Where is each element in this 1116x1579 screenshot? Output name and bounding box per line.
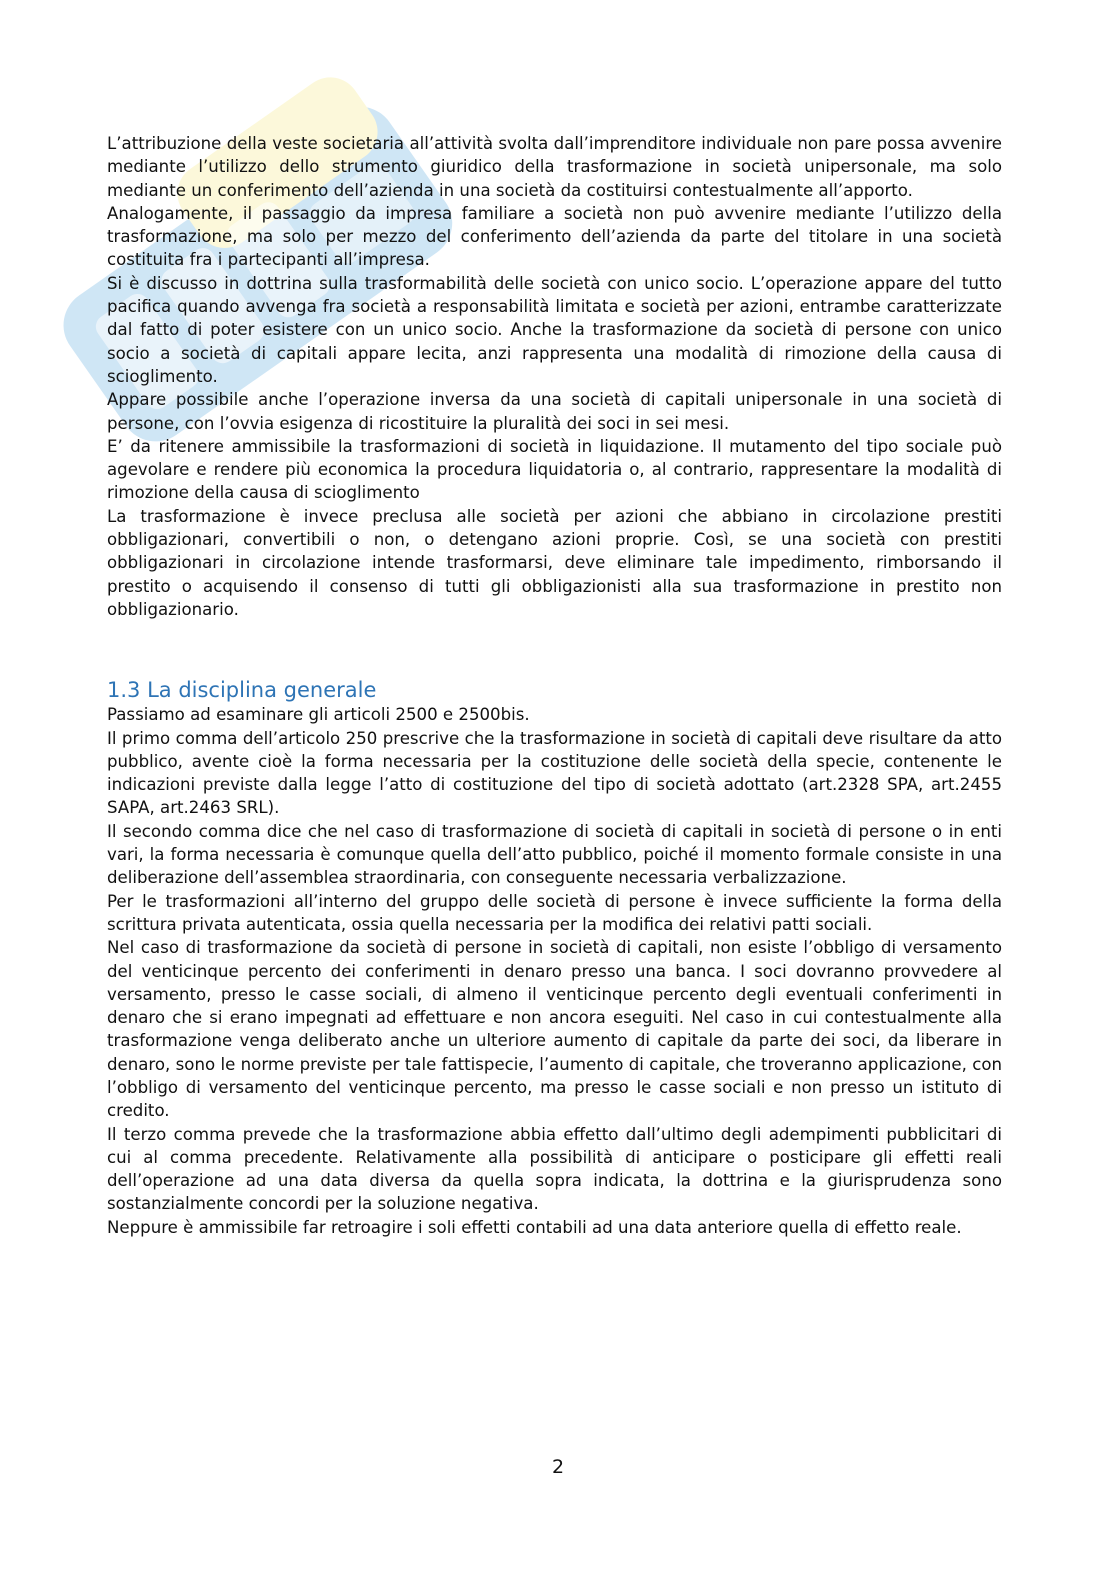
- section-heading: 1.3 La disciplina generale: [107, 678, 377, 703]
- paragraph: Il terzo comma prevede che la trasformazione abbia effetto dall’ultimo degli adempimenti pubblicitari di cui al comma precedente. Relativamente alla possibilità di anticipare o posticipare gli effetti reali dell’operazione ad una data diversa da quella sopra indicata, la dottrina e la giurisprudenza sono sostanzialmente concordi per la soluzione negativa.: [107, 1124, 1002, 1214]
- section-disciplina-generale: [107, 677, 1002, 1239]
- paragraph: L’attribuzione della veste societaria all’attività svolta dall’imprenditore individuale non pare possa avvenire mediante l’utilizzo dello strumento giuridico della trasformazione in società unipersonale, ma solo mediante un conferimento dell’azienda in una società da costituirsi contestualmente all’apporto.: [107, 134, 1002, 200]
- paragraph: E’ da ritenere ammissibile la trasformazioni di società in liquidazione. Il mutamento del tipo sociale può agevolare e rendere più economica la procedura liquidatoria o, al contrario, rappresentare la modalità di rimozione della causa di scioglimento: [107, 436, 1002, 503]
- paragraph: La trasformazione è invece preclusa alle società per azioni che abbiano in circolazione prestiti obbligazionari, convertibili o non, o detengano azioni proprie. Così, se una società con prestiti obbligazionari in circolazione intende trasformarsi, deve eliminare tale impedimento, rimborsando il prestito o acquisendo il consenso di tutti gli obbligazionisti alla sua trasformazione in prestito non obbligazionario.: [107, 506, 1002, 619]
- paragraph: Analogamente, il passaggio da impresa familiare a società non può avvenire mediante l’utilizzo della trasformazione, ma solo per mezzo del conferimento dell’azienda da parte del titolare in una società costituita fra i partecipanti all’impresa.: [107, 203, 1002, 270]
- paragraph: Per le trasformazioni all’interno del gruppo delle società di persone è invece sufficiente la forma della scrittura privata autenticata, ossia quella necessaria per la modifica dei relativi patti sociali.: [107, 891, 1002, 934]
- page-body: [107, 132, 1002, 1239]
- body-text-top: [107, 132, 1002, 621]
- paragraph: Neppure è ammissibile far retroagire i soli effetti contabili ad una data anteriore quella di effetto reale.: [107, 1217, 962, 1237]
- paragraph: Appare possibile anche l’operazione inversa da una società di capitali unipersonale in una società di persone, con l’ovvia esigenza di ricostituire la pluralità dei soci in sei mesi.: [107, 390, 1002, 433]
- page-number: 2: [551, 1456, 565, 1478]
- paragraph: Passiamo ad esaminare gli articoli 2500 e 2500bis.: [107, 705, 530, 725]
- paragraph: Il secondo comma dice che nel caso di trasformazione di società di capitali in società di persone o in enti vari, la forma necessaria è comunque quella dell’atto pubblico, poiché il momento formale consiste in una deliberazione dell’assemblea straordinaria, con conseguente necessaria verbalizzazione.: [107, 821, 1002, 888]
- paragraph: Il primo comma dell’articolo 250 prescrive che la trasformazione in società di capitali deve risultare da atto pubblico, avente cioè la forma necessaria per la costituzione delle società della specie, contenente le indicazioni previste dalla legge l’atto di costituzione del tipo di società adottato (art.2328 SPA, art.2455 SAPA, art.2463 SRL).: [107, 728, 1002, 818]
- paragraph: Nel caso di trasformazione da società di persone in società di capitali, non esiste l’obbligo di versamento del venticinque percento dei conferimenti in denaro presso una banca. I soci dovranno provvedere al versamento, presso le casse sociali, di almeno il venticinque percento degli eventuali conferimenti in denaro che si erano impegnati ad effettuare e non ancora eseguiti. Nel caso in cui contestualmente alla trasformazione venga deliberato anche un ulteriore aumento di capitale da parte dei soci, da liberare in denaro, sono le norme previste per tale fattispecie, l’aumento di capitale, che troveranno applicazione, con l’obbligo di versamento del venticinque percento, ma presso le casse sociali e non presso un istituto di credito.: [107, 938, 1002, 1121]
- paragraph: Si è discusso in dottrina sulla trasformabilità delle società con unico socio. L’operazione appare del tutto pacifica quando avvenga fra società a responsabilità limitata e società per azioni, entrambe caratterizzate dal fatto di poter esistere con un unico socio. Anche la trasformazione da società di persone con unico socio a società di capitali appare lecita, anzi rappresenta una modalità di rimozione della causa di scioglimento.: [107, 273, 1002, 386]
